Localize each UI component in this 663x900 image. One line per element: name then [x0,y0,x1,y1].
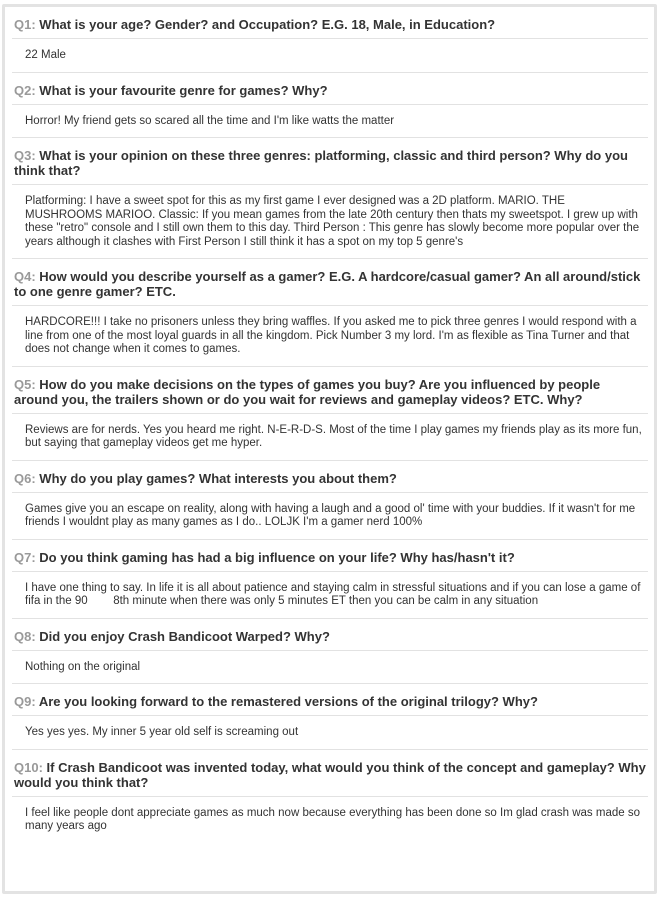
question-number: Q3: [14,148,36,163]
answer-4: HARDCORE!!! I take no prisoners unless they bring waffles. If you asked me to pick three genres I would respond with a line from one of the most loyal guards in all the kingdom. Pick Number 3 my lord. I'm as flexible as Tina Turner and that does not change when it comes to games. [12,306,648,367]
question-number: Q1: [14,17,36,32]
question-block-10 [12,750,648,843]
answer-9: Yes yes yes. My inner 5 year old self is screaming out [12,716,648,750]
question-block-3 [12,138,648,259]
answer-3: Platforming: I have a sweet spot for this as my first game I ever designed was a 2D platform. MARIO. THE MUSHROOMS MARIOO. Classic: If you mean games from the late 20th century then thats my sweetspot. I grew up with these "retro" console and I still own them to this day. Third Person : This genre has slowly become more popular over the years although it clashes with First Person I still think it has a spot on my top 5 genre's [12,185,648,259]
question-number: Q9: [14,694,36,709]
answer-7: I have one thing to say. In life it is all about patience and staying calm in stressful situations and if you can lose a game of fifa in the 90 8th minute when there was only 5 minutes ET then you can be calm in any situation [12,572,648,619]
question-block-5 [12,367,648,461]
question-8 [12,619,648,651]
question-number: Q6: [14,470,36,486]
question-block-8 [12,619,648,685]
question-7 [12,540,648,572]
question-5 [12,367,648,414]
question-number: Q5: [14,376,36,392]
question-number: Q7: [14,549,36,565]
question-4 [12,259,648,306]
question-text: Why do you play games? What interests you about them? [39,470,397,486]
question-block-2 [12,73,648,139]
question-block-4 [12,259,648,367]
question-10 [12,750,648,797]
question-9 [12,684,648,716]
question-number: Q10: [14,759,43,775]
answer-1: 22 Male [12,39,648,73]
question-text: If Crash Bandicoot was invented today, what would you think of the concept and gameplay? Why would you think that? [14,759,646,790]
answer-6: Games give you an escape on reality, along with having a laugh and a good ol' time with your buddies. If it wasn't for me friends I wouldnt play as many games as I do.. LOLJK I'm a gamer nerd 100% [12,493,648,540]
question-block-7 [12,540,648,619]
question-3 [12,138,648,185]
answer-5: Reviews are for nerds. Yes you heard me right. N-E-R-D-S. Most of the time I play games my friends play as its more fun, but saying that gameplay videos get me hyper. [12,414,648,461]
question-block-1 [12,7,648,73]
question-number: Q2: [14,82,36,98]
question-text: Did you enjoy Crash Bandicoot Warped? Why? [39,628,330,644]
survey-response-panel [2,4,657,894]
question-text: What is your age? Gender? and Occupation? E.G. 18, Male, in Education? [39,17,496,32]
question-number: Q4: [14,269,36,284]
question-text: What is your favourite genre for games? Why? [39,82,328,98]
question-text: Do you think gaming has had a big influence on your life? Why has/hasn't it? [39,549,515,565]
question-1 [12,7,648,39]
question-text: Are you looking forward to the remastered versions of the original trilogy? Why? [38,694,538,709]
question-number: Q8: [14,628,36,644]
question-2 [12,73,648,105]
question-text: How do you make decisions on the types of games you buy? Are you influenced by people around you, the trailers shown or do you wait for reviews and gameplay videos? ETC. Why? [14,376,601,407]
question-block-6 [12,461,648,540]
question-text: What is your opinion on these three genres: platforming, classic and third person? Why do you think that? [14,148,628,178]
question-text: How would you describe yourself as a gamer? E.G. A hardcore/casual gamer? An all around/stick to one genre gamer? ETC. [14,269,641,299]
question-block-9 [12,684,648,750]
answer-2: Horror! My friend gets so scared all the time and I'm like watts the matter [12,105,648,139]
answer-10: I feel like people dont appreciate games as much now because everything has been done so Im glad crash was made so many years ago [25,806,640,832]
answer-8: Nothing on the original [12,651,648,685]
question-6 [12,461,648,493]
